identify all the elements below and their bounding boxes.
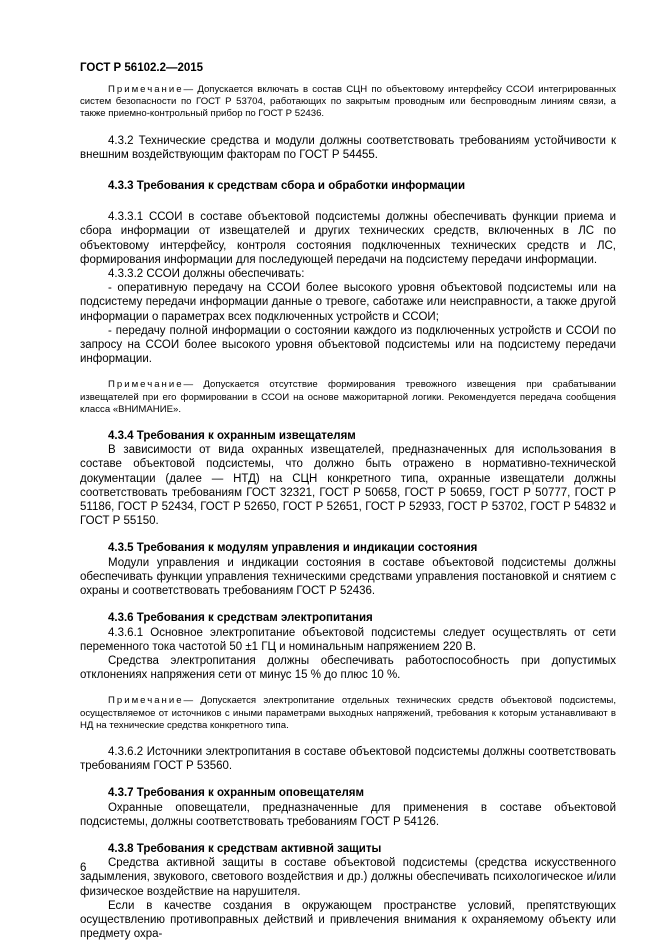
list-item-1: - оперативную передачу на ССОИ более высокого уровня объектовой подсистемы или на подсистему передачи информации данные о тревоге, саботаже или неисправности, а также другой информации о параметрах всех подключенных устройств и ССОИ; [80, 282, 616, 323]
heading-4-3-7: 4.3.7 Требования к охранным оповещателям [108, 787, 365, 800]
paragraph-4-3-7: Охранные оповещатели, предназначенные для применения в составе объектовой подсистемы, должны соответствовать требованиям ГОСТ Р 54126. [80, 801, 616, 828]
heading-4-3-3: 4.3.3 Требования к средствам сбора и обработки информации [108, 180, 466, 193]
paragraph-4-3-4: В зависимости от вида охранных извещателей, предназначенных для использования в составе объектовой подсистемы, что должно быть отражено в нормативно-технической документации (далее — НТД) на СЦН конкретного типа, охранные извещатели должны соответствовать требованиям ГОСТ 32321, ГОСТ Р 50658, ГОСТ Р 50659, ГОСТ Р 50777, ГОСТ Р 51186, ГОСТ Р 52434, ГОСТ Р 52650, ГОСТ Р 52651, ГОСТ Р 52933, ГОСТ Р 53702, ГОСТ Р 54832 и ГОСТ Р 55150. [80, 444, 616, 528]
paragraph-4-3-2: 4.3.2 Технические средства и модули должны соответствовать требованиям устойчивости к внешним воздействующим факторам по ГОСТ Р 54455. [80, 134, 616, 161]
note-label: Примечание [108, 84, 184, 95]
note-label: Примечание [108, 379, 184, 391]
heading-4-3-6: 4.3.6 Требования к средствам электропитания [108, 612, 373, 625]
document-body [80, 84, 616, 941]
note-text: — Допускается электропитание отдельных технических средств объектовой подсистемы, осуществляемое от источников с иными параметрами выходных напряжений, требования к которым устанавливают в НД на технические средства конкретного типа. [80, 695, 616, 731]
note-2 [80, 379, 616, 416]
paragraph-4-3-8: Средства активной защиты в составе объектовой подсистемы (средства искусственного задымления, звукового, светового воздействия и др.) должны обеспечивать психологическое и/или физическое воздействие на нарушителя. [80, 857, 616, 898]
paragraph-4-3-6-1-b: Средства электропитания должны обеспечивать работоспособность при допустимых отклонениях напряжения сети от минус 15 % до плюс 10 %. [80, 654, 616, 682]
list-item-2: - передачу полной информации о состоянии каждого из подключенных устройств и ССОИ по запросу на ССОИ более высокого уровня объектовой подсистемы или на подсистему передачи информации. [80, 324, 616, 366]
heading-4-3-5: 4.3.5 Требования к модулям управления и индикации состояния [108, 542, 478, 555]
paragraph-4-3-3-1: 4.3.3.1 ССОИ в составе объектовой подсистемы должны обеспечивать функции приема и сбора информации от извещателей и других технических средств, включенных в ЛС по объектовому интерфейсу, контроля состояния подключенных технических средств и ЛС, формирования информации для последующей передачи на подсистему передачи информации. [80, 211, 616, 266]
paragraph-4-3-5: Модули управления и индикации состояния в составе объектовой подсистемы должны обеспечивать функции управления техническими средствами управления постановкой и снятием с охраны и соответствовать требованиям ГОСТ Р 52436. [80, 556, 616, 598]
paragraph-4-3-6-2: 4.3.6.2 Источники электропитания в составе объектовой подсистемы должны соответствовать требованиям ГОСТ Р 53560. [80, 745, 616, 773]
note-3 [80, 695, 616, 732]
note-text: — Допускается включать в состав СЦН по объектовому интерфейсу ССОИ интегрированных систем безопасности по ГОСТ Р 53704, работающих по закрытым проводным или беспроводным линиям связи, а также приемно-контрольный прибор по ГОСТ Р 52436. [80, 84, 616, 120]
paragraph-4-3-3-2: 4.3.3.2 ССОИ должны обеспечивать: [108, 268, 305, 281]
heading-4-3-8: 4.3.8 Требования к средствам активной защиты [108, 842, 382, 855]
note-text: — Допускается отсутствие формирования тревожного извещения при срабатывании извещателей при его формировании в ССОИ на основе мажоритарной логики. Рекомендуется передача сообщения класса «ВНИМАНИЕ». [80, 379, 616, 415]
note-1 [80, 84, 616, 121]
note-label: Примечание [108, 695, 184, 707]
page-number: 6 [80, 862, 87, 874]
paragraph-4-3-6-1: 4.3.6.1 Основное электропитание объектовой подсистемы следует осуществлять от сети переменного тока частотой 50 ±1 ГЦ и номинальным напряжением 220 В. [80, 626, 616, 653]
document-header: ГОСТ Р 56102.2—2015 [80, 62, 204, 74]
paragraph-4-3-8-b: Если в качестве создания в окружающем пространстве условий, препятствующих осуществлению противоправных действий и привлечения внимания к охраняемому объекту или предмету охра- [80, 899, 616, 941]
heading-4-3-4: 4.3.4 Требования к охранным извещателям [108, 430, 356, 443]
